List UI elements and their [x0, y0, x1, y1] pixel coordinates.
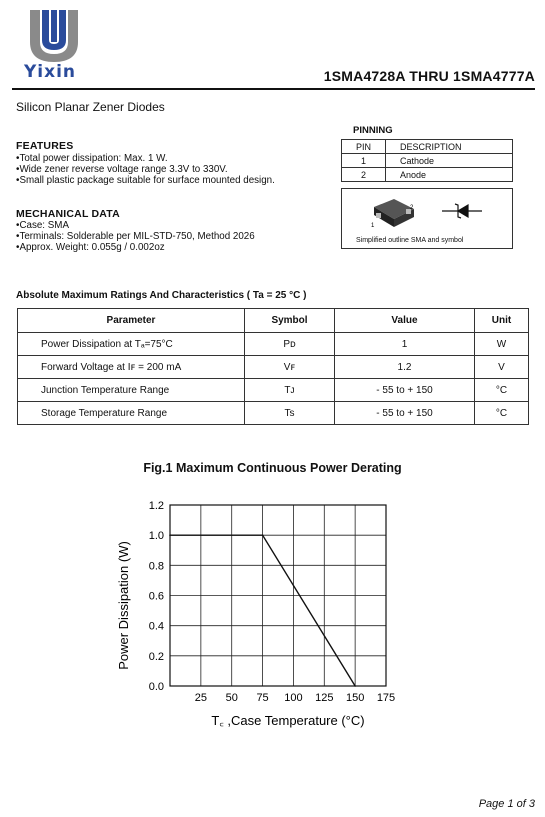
table-cell: - 55 to + 150 — [335, 402, 475, 425]
table-cell: Vꜰ — [245, 356, 335, 379]
column-header: Value — [335, 309, 475, 333]
table-cell: - 55 to + 150 — [335, 379, 475, 402]
x-tick-label: 75 — [256, 692, 269, 704]
table-cell: Anode — [386, 168, 513, 182]
list-item: • Small plastic package suitable for surface mounted design. — [16, 175, 275, 186]
column-header: Unit — [475, 309, 529, 333]
zener-diode-symbol-icon — [442, 204, 482, 218]
table-row — [18, 356, 529, 379]
x-tick-label: 125 — [315, 692, 334, 704]
list-item: • Wide zener reverse voltage range 3.3V to 330V. — [16, 164, 275, 175]
pin-label-2: 2 — [410, 205, 414, 211]
x-tick-label: 150 — [345, 692, 365, 704]
y-tick-label: 0.6 — [148, 590, 164, 603]
y-axis-label: Power Dissipation (W) — [116, 541, 131, 670]
table-cell: V — [475, 356, 529, 379]
table-cell: 1 — [335, 333, 475, 356]
table-cell: Power Dissipation at Tₐ=75°C — [18, 333, 245, 356]
x-axis-label: T꜀ ,Case Temperature (°C) — [211, 713, 365, 728]
table-cell: Cathode — [386, 154, 513, 168]
x-tick-label: 175 — [376, 692, 396, 704]
features-list — [16, 153, 275, 186]
column-header: PIN — [342, 140, 386, 154]
table-cell: Tᴊ — [245, 379, 335, 402]
pinning-table — [341, 139, 513, 182]
series-point — [354, 685, 356, 687]
series-point — [262, 534, 264, 536]
table-cell: Ts — [245, 402, 335, 425]
table-row — [18, 333, 529, 356]
table-header-row — [342, 140, 513, 154]
y-tick-label: 1.0 — [148, 530, 164, 543]
mechanical-list — [16, 220, 255, 253]
table-row — [18, 402, 529, 425]
table-row — [342, 154, 513, 168]
table-cell: Pᴅ — [245, 333, 335, 356]
x-tick-label: 50 — [225, 692, 238, 704]
y-tick-label: 0.0 — [148, 681, 164, 693]
document-title: 1SMA4728A THRU 1SMA4777A — [323, 68, 535, 84]
package-outline-box — [341, 188, 513, 249]
power-derating-chart — [0, 490, 545, 735]
logo-text: Yixin — [24, 62, 77, 82]
x-tick-label: 100 — [284, 692, 303, 704]
x-tick-label: 25 — [194, 692, 207, 704]
ratings-table — [17, 308, 529, 425]
table-cell: 1 — [342, 154, 386, 168]
features-heading: FEATURES — [16, 140, 74, 152]
ratings-heading: Absolute Maximum Ratings And Characteristics ( Ta = 25 °C ) — [16, 290, 307, 301]
series-point — [169, 534, 171, 536]
column-header: DESCRIPTION — [386, 140, 513, 154]
list-item: • Terminals: Solderable per MIL-STD-750, Method 2026 — [16, 231, 255, 242]
list-item: • Approx. Weight: 0.055g / 0.002oz — [16, 242, 255, 253]
pinning-heading: PINNING — [353, 125, 393, 136]
table-cell: Junction Temperature Range — [18, 379, 245, 402]
y-tick-label: 0.8 — [148, 560, 164, 573]
page-number: Page 1 of 3 — [478, 798, 535, 810]
pin-label-1: 1 — [371, 223, 375, 229]
table-row — [18, 379, 529, 402]
column-header: Symbol — [245, 309, 335, 333]
table-cell: 1.2 — [335, 356, 475, 379]
table-cell: W — [475, 333, 529, 356]
list-item: • Case: SMA — [16, 220, 255, 231]
y-tick-label: 0.4 — [148, 620, 164, 633]
list-item: • Total power dissipation: Max. 1 W. — [16, 153, 275, 164]
y-tick-label: 1.2 — [148, 500, 164, 512]
table-header-row — [18, 309, 529, 333]
header-divider — [12, 88, 535, 90]
chart-title: Fig.1 Maximum Continuous Power Derating — [143, 461, 402, 475]
package-caption: Simplified outline SMA and symbol — [356, 237, 464, 244]
table-cell: Storage Temperature Range — [18, 402, 245, 425]
table-cell: °C — [475, 402, 529, 425]
table-cell: 2 — [342, 168, 386, 182]
column-header: Parameter — [18, 309, 245, 333]
table-row — [342, 168, 513, 182]
mechanical-heading: MECHANICAL DATA — [16, 208, 120, 220]
document-subtitle: Silicon Planar Zener Diodes — [16, 100, 165, 114]
table-cell: °C — [475, 379, 529, 402]
table-cell: Forward Voltage at Iꜰ = 200 mA — [18, 356, 245, 379]
y-tick-label: 0.2 — [148, 650, 164, 663]
